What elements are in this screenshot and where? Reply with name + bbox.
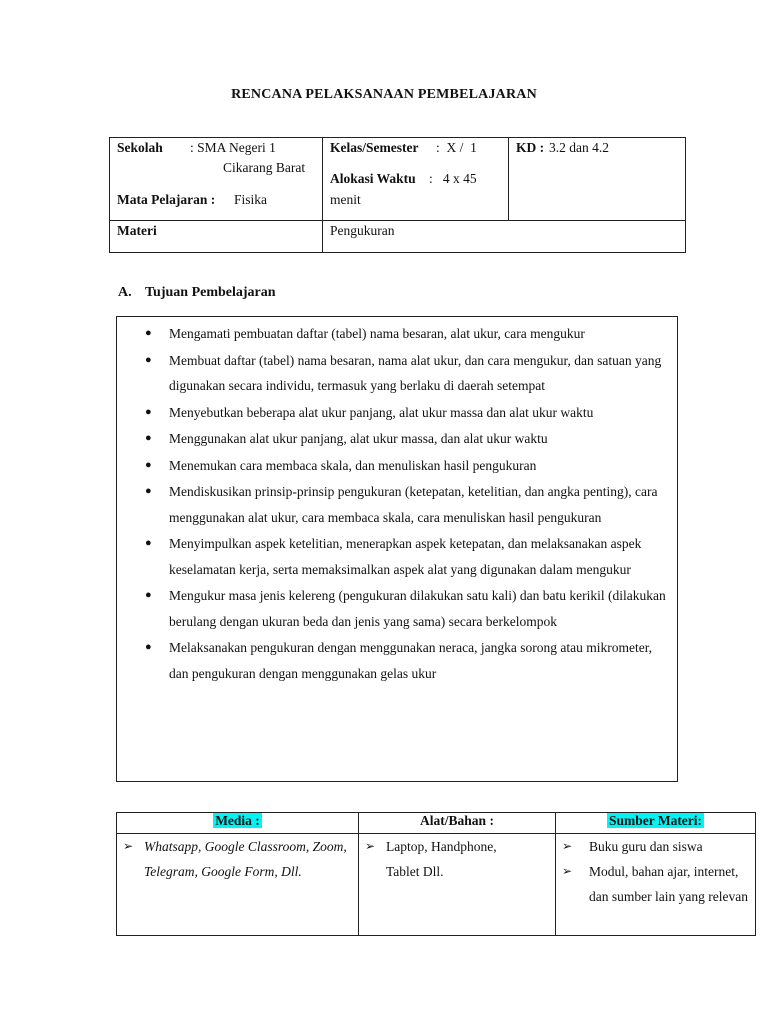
arrow-bullet-icon: ➢ <box>562 839 573 853</box>
alokasi-value: : 4 x 45 <box>429 171 477 186</box>
objective-item <box>117 453 671 479</box>
objective-item <box>117 400 671 426</box>
alokasi-label: Alokasi Waktu <box>330 171 416 186</box>
objectives-list <box>117 317 677 686</box>
media-table <box>116 812 756 936</box>
kd-value: 3.2 dan 4.2 <box>549 140 609 155</box>
objective-text: Mendiskusikan prinsip-prinsip pengukuran (ketepatan, ketelitian, dan angka penting), cara menggunakan alat ukur, cara membaca skala, cara menuliskan hasil pengukuran <box>169 484 658 525</box>
alokasi-value-2: menit <box>330 192 361 207</box>
objective-item <box>117 635 671 686</box>
bullet-dot-icon: ● <box>145 432 152 444</box>
objective-text: Melaksanakan pengukuran dengan menggunakan neraca, jangka sorong atau mikrometer, dan pengukuran dengan menggunakan gelas ukur <box>169 640 653 681</box>
info-table <box>109 137 686 253</box>
objective-text: Menyebutkan beberapa alat ukur panjang, alat ukur massa dan alat ukur waktu <box>169 404 594 420</box>
objective-text: Mengukur masa jenis kelereng (pengukuran dilakukan satu kali) dan batu kerikil (dilakukan berulang dengan ukuran beda dan jenis yang sama) secara berkelompok <box>169 588 666 629</box>
alat-item-text: Laptop, Handphone, Tablet Dll. <box>386 839 497 879</box>
sumber-item-text: Modul, bahan ajar, internet, dan sumber lain yang relevan <box>589 864 748 904</box>
sumber-item <box>556 834 749 859</box>
arrow-bullet-icon: ➢ <box>123 839 134 853</box>
alat-items-cell <box>359 834 556 936</box>
media-item <box>117 834 350 884</box>
objective-item <box>117 531 671 582</box>
media-items-cell <box>117 834 359 936</box>
sumber-header: Sumber Materi: <box>608 813 703 828</box>
bullet-dot-icon: ● <box>145 405 152 418</box>
bullet-dot-icon: ● <box>145 485 152 497</box>
media-header: Media : <box>215 813 260 828</box>
objective-text: Membuat daftar (tabel) nama besaran, nama alat ukur, dan cara mengukur, dan satuan yang digunakan secara individu, termasuk yang berlaku di daerah setempat <box>169 352 662 393</box>
alat-header-cell <box>359 813 556 834</box>
bullet-dot-icon: ● <box>145 353 152 366</box>
materi-value-cell <box>323 221 686 253</box>
bullet-dot-icon: ● <box>145 537 152 549</box>
objective-text: Menyimpulkan aspek ketelitian, menerapkan aspek ketepatan, dan melaksanakan aspek keselamatan kerja, serta memaksimalkan aspek alat yang digunakan dalam mengukur <box>169 536 642 577</box>
section-a-heading <box>118 285 276 301</box>
objectives-box <box>116 316 678 782</box>
bullet-dot-icon: ● <box>145 589 152 601</box>
arrow-bullet-icon: ➢ <box>365 839 376 853</box>
sumber-item-text: Buku guru dan siswa <box>589 839 703 854</box>
media-item-text: Whatsapp, Google Classroom, Zoom, Telegram, Google Form, Dll. <box>144 839 347 879</box>
mapel-label: Mata Pelajaran : <box>117 192 216 207</box>
materi-label-cell <box>110 221 323 253</box>
objective-item <box>117 348 671 399</box>
sekolah-value-2: Cikarang Barat <box>223 160 306 175</box>
section-a-title: Tujuan Pembelajaran <box>145 285 276 300</box>
kelas-cell <box>323 138 509 221</box>
objective-item <box>117 321 671 347</box>
bullet-dot-icon: ● <box>145 641 152 653</box>
objective-text: Mengamati pembuatan daftar (tabel) nama besaran, alat ukur, cara mengukur <box>169 326 585 341</box>
kd-label: KD : <box>516 140 545 155</box>
bullet-dot-icon: ● <box>145 458 152 471</box>
materi-value: Pengukuran <box>330 223 395 238</box>
sekolah-value: : SMA Negeri 1 <box>190 140 276 155</box>
objective-item <box>117 583 671 634</box>
objective-text: Menggunakan alat ukur panjang, alat ukur massa, dan alat ukur waktu <box>169 431 548 446</box>
kelas-value: : X / 1 <box>436 140 477 155</box>
sekolah-cell <box>110 138 323 221</box>
kd-cell <box>509 138 686 221</box>
alat-header: Alat/Bahan : <box>420 813 494 828</box>
bullet-dot-icon: ● <box>145 327 152 339</box>
section-a-letter: A. <box>118 285 132 300</box>
arrow-bullet-icon: ➢ <box>562 864 573 878</box>
sumber-items-cell <box>556 834 756 936</box>
alat-item <box>359 834 525 884</box>
document-title: RENCANA PELAKSANAAN PEMBELAJARAN <box>231 87 537 102</box>
sekolah-label: Sekolah <box>117 140 163 155</box>
materi-label: Materi <box>117 223 157 238</box>
objective-item <box>117 426 671 452</box>
sumber-item <box>556 859 749 909</box>
kelas-label: Kelas/Semester <box>330 140 419 155</box>
objective-text: Menemukan cara membaca skala, dan menuliskan hasil pengukuran <box>169 457 537 473</box>
sumber-header-cell <box>556 813 756 834</box>
mapel-value: Fisika <box>234 192 268 207</box>
objective-item <box>117 479 671 530</box>
media-header-cell <box>117 813 359 834</box>
